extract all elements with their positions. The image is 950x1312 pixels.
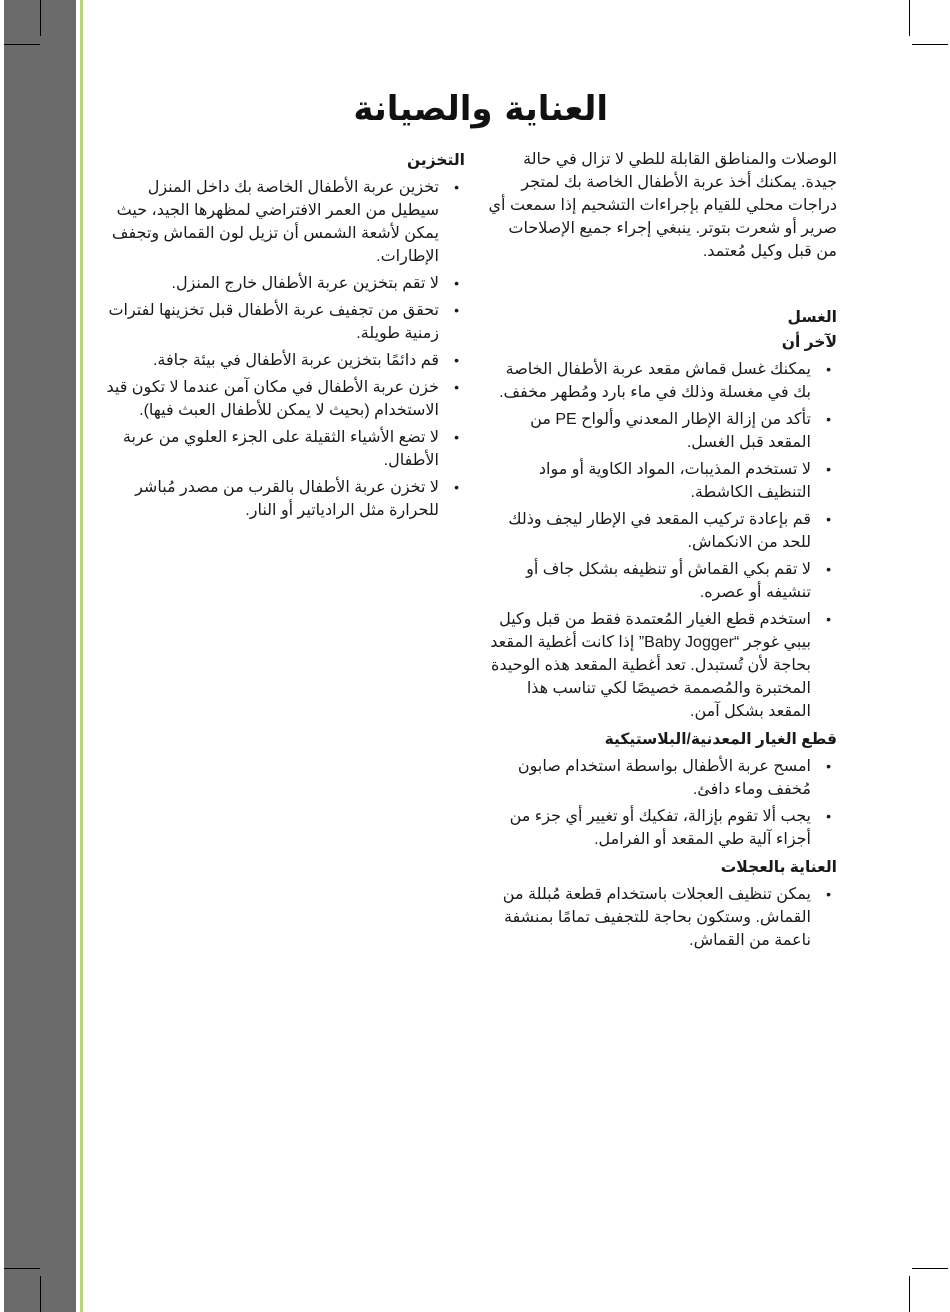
right-column <box>487 148 837 956</box>
list-item-text: قم دائمًا بتخزين عربة الأطفال في بيئة جافة. <box>152 352 439 369</box>
crop-mark <box>40 1276 41 1312</box>
list-item <box>100 299 465 345</box>
crop-mark <box>909 1276 910 1312</box>
list-item-text: تخزين عربة الأطفال الخاصة بك داخل المنزل سيطيل من العمر الافتراضي لمظهرها الجيد، حيث يمكن لأشعة الشمس أن تزيل لون القماش وتجفف الإطارات. <box>111 179 439 265</box>
wheels-list <box>487 883 837 952</box>
bullet-icon: • <box>826 611 831 627</box>
page-title: العناية والصيانة <box>353 89 608 129</box>
list-item-text: لا تخزن عربة الأطفال بالقرب من مصدر مُباشر للحرارة مثل الرادياتير أو النار. <box>135 479 439 519</box>
bullet-icon: • <box>454 429 459 445</box>
bullet-icon: • <box>454 275 459 291</box>
bullet-icon: • <box>454 179 459 195</box>
list-item-text: لا تقم بتخزين عربة الأطفال خارج المنزل. <box>171 275 439 292</box>
parts-list <box>487 755 837 851</box>
parts-heading: قطع الغيار المعدنية/البلاستيكية <box>604 731 837 748</box>
list-item <box>487 408 837 454</box>
list-item-text: تأكد من إزالة الإطار المعدني وألواح PE من المقعد قبل الغسل. <box>530 411 811 451</box>
list-item-text: يجب ألا تقوم بإزالة، تفكيك أو تغيير أي جزء من أجزاء آلية طي المقعد أو الفرامل. <box>509 808 811 848</box>
list-item <box>487 458 837 504</box>
list-item <box>100 176 465 268</box>
washing-subheading: لآخر أن <box>781 334 837 351</box>
crop-mark <box>40 0 41 36</box>
list-item-text: يمكنك غسل قماش مقعد عربة الأطفال الخاصة بك في مغسلة وذلك في ماء بارد ومُطهر مخفف. <box>499 361 811 401</box>
bullet-icon: • <box>454 379 459 395</box>
list-item <box>100 349 465 372</box>
list-item-text: تحقق من تجفيف عربة الأطفال قبل تخزينها لفترات زمنية طويلة. <box>108 302 439 342</box>
list-item-text: يمكن تنظيف العجلات باستخدام قطعة مُبللة من القماش. وستكون بحاجة للتجفيف تمامًا بمنشفة ناعمة من القماش. <box>502 886 811 949</box>
storage-heading: التخزين <box>406 152 465 169</box>
intro-paragraph: الوصلات والمناطق القابلة للطي لا تزال في حالة جيدة. يمكنك أخذ عربة الأطفال الخاصة بك لمتجر دراجات محلي للقيام بإجراءات التشحيم إذا سمعت أي صرير أو شعرت بتوتر. ينبغي إجراء جميع الإصلاحات من قبل وكيل مُعتمد. <box>488 151 837 260</box>
list-item <box>487 883 837 952</box>
list-item <box>487 508 837 554</box>
list-item-text: لا تضع الأشياء الثقيلة على الجزء العلوي من عربة الأطفال. <box>122 429 439 469</box>
crop-mark <box>909 0 910 36</box>
list-item <box>100 426 465 472</box>
list-item <box>487 608 837 723</box>
list-item <box>100 272 465 295</box>
bullet-icon: • <box>826 758 831 774</box>
side-bar-strip <box>4 0 76 1312</box>
bullet-icon: • <box>454 352 459 368</box>
bullet-icon: • <box>454 479 459 495</box>
bullet-icon: • <box>826 411 831 427</box>
list-item-text: استخدم قطع الغيار المُعتمدة فقط من قبل وكيل بيبي غوجر “Baby Jogger” إذا كانت أغطية المقعد بحاجة لأن تُستبدل. تعد أغطية المقعد هذه الوحيدة المختبرة والمُصممة خصيصًا لكي تناسب هذا المقعد بشكل آمن. <box>490 611 811 720</box>
storage-list <box>100 176 465 522</box>
washing-list <box>487 358 837 723</box>
list-item <box>487 805 837 851</box>
list-item <box>487 358 837 404</box>
bullet-icon: • <box>826 561 831 577</box>
list-item-text: لا تستخدم المذيبات، المواد الكاوية أو مواد التنظيف الكاشطة. <box>538 461 811 501</box>
accent-line <box>80 0 83 1312</box>
bullet-icon: • <box>826 808 831 824</box>
left-column <box>100 148 465 526</box>
crop-mark <box>912 1268 948 1269</box>
crop-mark <box>4 44 40 45</box>
list-item-text: لا تقم بكي القماش أو تنظيفه بشكل جاف أو تنشيفه أو عصره. <box>526 561 811 601</box>
bullet-icon: • <box>826 511 831 527</box>
list-item-text: امسح عربة الأطفال بواسطة استخدام صابون مُخفف وماء دافئ. <box>517 758 811 798</box>
list-item-text: خزن عربة الأطفال في مكان آمن عندما لا تكون قيد الاستخدام (بحيث لا يمكن للأطفال العبث فيها). <box>106 379 439 419</box>
washing-heading: الغسل <box>787 309 837 326</box>
bullet-icon: • <box>826 461 831 477</box>
bullet-icon: • <box>454 302 459 318</box>
list-item <box>100 476 465 522</box>
wheels-heading: العناية بالعجلات <box>720 859 837 876</box>
list-item <box>100 376 465 422</box>
crop-mark <box>912 44 948 45</box>
list-item-text: قم بإعادة تركيب المقعد في الإطار ليجف وذلك للحد من الانكماش. <box>508 511 811 551</box>
list-item <box>487 558 837 604</box>
list-item <box>487 755 837 801</box>
bullet-icon: • <box>826 361 831 377</box>
bullet-icon: • <box>826 886 831 902</box>
crop-mark <box>4 1268 40 1269</box>
